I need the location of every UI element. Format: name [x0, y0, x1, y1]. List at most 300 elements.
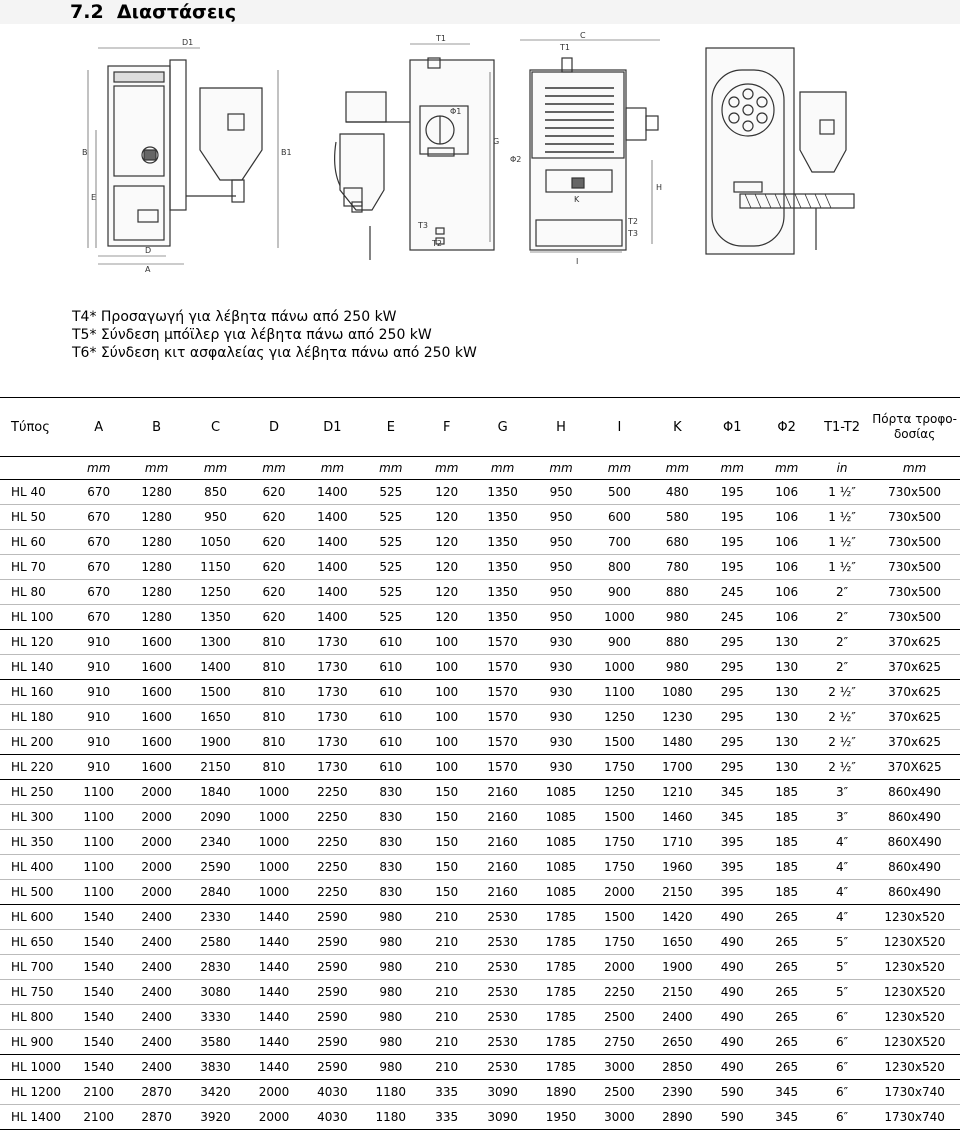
value-cell: 120: [420, 555, 473, 580]
model-cell: HL 400: [0, 855, 71, 880]
table-row: [0, 1005, 960, 1030]
value-cell: 980: [362, 930, 420, 955]
value-cell: 1230: [649, 705, 706, 730]
value-cell: 1085: [532, 780, 590, 805]
value-cell: 830: [362, 830, 420, 855]
value-cell: 265: [758, 980, 814, 1005]
table-body: [0, 480, 960, 1130]
value-cell: 2330: [186, 905, 244, 930]
value-cell: 195: [706, 555, 758, 580]
value-cell: 1600: [127, 755, 186, 780]
value-cell: 2160: [473, 830, 531, 855]
value-cell: 210: [420, 980, 473, 1005]
value-cell: 210: [420, 955, 473, 980]
value-cell: 210: [420, 930, 473, 955]
value-cell: 850: [186, 480, 244, 505]
value-cell: 2400: [127, 1005, 186, 1030]
model-cell: HL 500: [0, 880, 71, 905]
value-cell: 130: [758, 730, 814, 755]
value-cell: 2590: [303, 930, 361, 955]
value-cell: 2400: [127, 955, 186, 980]
value-cell: 1350: [186, 605, 244, 630]
model-cell: HL 140: [0, 655, 71, 680]
value-cell: 1 ½″: [815, 530, 869, 555]
value-cell: 910: [71, 705, 127, 730]
model-cell: HL 700: [0, 955, 71, 980]
model-cell: HL 100: [0, 605, 71, 630]
value-cell: 1540: [71, 1005, 127, 1030]
value-cell: 1085: [532, 805, 590, 830]
column-header: T1-T2: [815, 398, 869, 457]
value-cell: 2000: [127, 780, 186, 805]
value-cell: 185: [758, 880, 814, 905]
value-cell: 2400: [649, 1005, 706, 1030]
value-cell: 1280: [127, 580, 186, 605]
value-cell: 195: [706, 480, 758, 505]
value-cell: 1750: [590, 830, 648, 855]
value-cell: 130: [758, 680, 814, 705]
value-cell: 185: [758, 780, 814, 805]
value-cell: 2 ½″: [815, 705, 869, 730]
column-header: E: [362, 398, 420, 457]
dim-label-phi1: Φ1: [450, 107, 462, 116]
value-cell: 2400: [127, 980, 186, 1005]
column-header: Τύπος: [0, 398, 71, 457]
value-cell: 150: [420, 830, 473, 855]
value-cell: 1400: [303, 605, 361, 630]
value-cell: 1570: [473, 730, 531, 755]
unit-cell: mm: [362, 457, 420, 480]
value-cell: 525: [362, 580, 420, 605]
value-cell: 2″: [815, 580, 869, 605]
value-cell: 1785: [532, 930, 590, 955]
value-cell: 185: [758, 830, 814, 855]
value-cell: 620: [245, 505, 303, 530]
column-header: D: [245, 398, 303, 457]
column-header: H: [532, 398, 590, 457]
value-cell: 2250: [303, 880, 361, 905]
value-cell: 525: [362, 480, 420, 505]
drawing-front-view: [88, 48, 278, 264]
value-cell: 2590: [303, 1055, 361, 1080]
column-header: K: [649, 398, 706, 457]
table-row: [0, 580, 960, 605]
value-cell: 265: [758, 905, 814, 930]
value-cell: 1230x520: [869, 955, 960, 980]
value-cell: 1350: [473, 580, 531, 605]
value-cell: 610: [362, 705, 420, 730]
model-cell: HL 750: [0, 980, 71, 1005]
value-cell: 1785: [532, 1005, 590, 1030]
value-cell: 1540: [71, 930, 127, 955]
value-cell: 490: [706, 980, 758, 1005]
value-cell: 1540: [71, 980, 127, 1005]
value-cell: 3090: [473, 1105, 531, 1130]
value-cell: 2250: [303, 830, 361, 855]
value-cell: 295: [706, 730, 758, 755]
table-row: [0, 1030, 960, 1055]
value-cell: 1400: [303, 480, 361, 505]
value-cell: 2590: [303, 905, 361, 930]
value-cell: 620: [245, 530, 303, 555]
dim-label-H: H: [656, 183, 663, 192]
value-cell: 2500: [590, 1080, 648, 1105]
model-cell: HL 70: [0, 555, 71, 580]
value-cell: 1900: [649, 955, 706, 980]
value-cell: 1000: [245, 830, 303, 855]
value-cell: 2160: [473, 880, 531, 905]
table-row: [0, 930, 960, 955]
value-cell: 2590: [303, 955, 361, 980]
value-cell: 106: [758, 580, 814, 605]
unit-cell: mm: [71, 457, 127, 480]
unit-cell: mm: [127, 457, 186, 480]
value-cell: 490: [706, 955, 758, 980]
value-cell: 120: [420, 480, 473, 505]
value-cell: 5″: [815, 980, 869, 1005]
dimensions-table: [0, 397, 960, 1130]
value-cell: 1230X520: [869, 930, 960, 955]
page-title: [70, 0, 236, 24]
value-cell: 2000: [245, 1105, 303, 1130]
value-cell: 910: [71, 730, 127, 755]
boiler-dimension-drawings: [0, 30, 960, 280]
value-cell: 860x490: [869, 780, 960, 805]
value-cell: 830: [362, 855, 420, 880]
table-row: [0, 680, 960, 705]
value-cell: 670: [71, 505, 127, 530]
value-cell: 950: [532, 530, 590, 555]
value-cell: 106: [758, 555, 814, 580]
value-cell: 830: [362, 780, 420, 805]
value-cell: 2530: [473, 1030, 531, 1055]
value-cell: 100: [420, 705, 473, 730]
value-cell: 980: [362, 955, 420, 980]
model-cell: HL 900: [0, 1030, 71, 1055]
value-cell: 1210: [649, 780, 706, 805]
value-cell: 1730x740: [869, 1105, 960, 1130]
value-cell: 130: [758, 705, 814, 730]
value-cell: 370x625: [869, 630, 960, 655]
value-cell: 3000: [590, 1055, 648, 1080]
value-cell: 265: [758, 1005, 814, 1030]
value-cell: 3000: [590, 1105, 648, 1130]
value-cell: 1350: [473, 530, 531, 555]
value-cell: 950: [532, 480, 590, 505]
dim-label-T1-section: T1: [560, 43, 570, 52]
value-cell: 2150: [186, 755, 244, 780]
value-cell: 1950: [532, 1105, 590, 1130]
value-cell: 130: [758, 630, 814, 655]
value-cell: 480: [649, 480, 706, 505]
value-cell: 1280: [127, 555, 186, 580]
value-cell: 810: [245, 730, 303, 755]
value-cell: 1280: [127, 505, 186, 530]
table-row: [0, 1105, 960, 1130]
value-cell: 1785: [532, 905, 590, 930]
value-cell: 950: [532, 580, 590, 605]
value-cell: 1500: [590, 805, 648, 830]
column-header: D1: [303, 398, 361, 457]
table-row: [0, 880, 960, 905]
model-cell: HL 60: [0, 530, 71, 555]
value-cell: 1230x520: [869, 1055, 960, 1080]
value-cell: 395: [706, 880, 758, 905]
value-cell: 1730: [303, 630, 361, 655]
value-cell: 930: [532, 730, 590, 755]
value-cell: 2 ½″: [815, 680, 869, 705]
value-cell: 1710: [649, 830, 706, 855]
value-cell: 2750: [590, 1030, 648, 1055]
value-cell: 2650: [649, 1030, 706, 1055]
unit-cell: mm: [245, 457, 303, 480]
value-cell: 930: [532, 630, 590, 655]
value-cell: 1440: [245, 955, 303, 980]
value-cell: 195: [706, 530, 758, 555]
unit-cell: mm: [649, 457, 706, 480]
table-row: [0, 805, 960, 830]
unit-cell: mm: [758, 457, 814, 480]
value-cell: 1600: [127, 680, 186, 705]
value-cell: 2250: [303, 855, 361, 880]
value-cell: 2090: [186, 805, 244, 830]
dim-label-T3-section: T3: [628, 229, 638, 238]
value-cell: 980: [649, 605, 706, 630]
value-cell: 1440: [245, 1055, 303, 1080]
value-cell: 1570: [473, 630, 531, 655]
table-row: [0, 905, 960, 930]
dim-label-I: I: [576, 257, 579, 266]
value-cell: 2530: [473, 1005, 531, 1030]
value-cell: 106: [758, 505, 814, 530]
unit-cell: in: [815, 457, 869, 480]
table-row: [0, 480, 960, 505]
value-cell: 1570: [473, 655, 531, 680]
value-cell: 100: [420, 680, 473, 705]
table-row: [0, 980, 960, 1005]
model-cell: HL 250: [0, 780, 71, 805]
value-cell: 2″: [815, 655, 869, 680]
value-cell: 3″: [815, 805, 869, 830]
value-cell: 1150: [186, 555, 244, 580]
value-cell: 150: [420, 880, 473, 905]
value-cell: 106: [758, 605, 814, 630]
value-cell: 730x500: [869, 580, 960, 605]
value-cell: 370x625: [869, 705, 960, 730]
drawing-top-view: [706, 48, 854, 254]
value-cell: 1085: [532, 855, 590, 880]
unit-cell: mm: [869, 457, 960, 480]
dim-label-K: K: [574, 195, 580, 204]
value-cell: 600: [590, 505, 648, 530]
value-cell: 1000: [245, 780, 303, 805]
value-cell: 5″: [815, 955, 869, 980]
value-cell: 2″: [815, 630, 869, 655]
value-cell: 6″: [815, 1080, 869, 1105]
value-cell: 700: [590, 530, 648, 555]
value-cell: 1600: [127, 730, 186, 755]
value-cell: 1480: [649, 730, 706, 755]
value-cell: 1300: [186, 630, 244, 655]
value-cell: 680: [649, 530, 706, 555]
value-cell: 370x625: [869, 655, 960, 680]
value-cell: 980: [649, 655, 706, 680]
value-cell: 2250: [303, 805, 361, 830]
value-cell: 1400: [186, 655, 244, 680]
value-cell: 1100: [71, 830, 127, 855]
value-cell: 2340: [186, 830, 244, 855]
value-cell: 910: [71, 630, 127, 655]
value-cell: 2000: [127, 880, 186, 905]
value-cell: 1000: [245, 855, 303, 880]
value-cell: 730x500: [869, 605, 960, 630]
table-row: [0, 530, 960, 555]
value-cell: 1230X520: [869, 1030, 960, 1055]
value-cell: 880: [649, 630, 706, 655]
model-cell: HL 160: [0, 680, 71, 705]
value-cell: 860x490: [869, 805, 960, 830]
table-row: [0, 705, 960, 730]
value-cell: 620: [245, 555, 303, 580]
value-cell: 980: [362, 1030, 420, 1055]
value-cell: 120: [420, 580, 473, 605]
unit-cell: mm: [590, 457, 648, 480]
value-cell: 210: [420, 1030, 473, 1055]
table-row: [0, 755, 960, 780]
model-cell: HL 220: [0, 755, 71, 780]
table-row: [0, 830, 960, 855]
value-cell: 670: [71, 555, 127, 580]
footnotes: [72, 308, 477, 362]
value-cell: 265: [758, 1055, 814, 1080]
value-cell: 490: [706, 930, 758, 955]
value-cell: 6″: [815, 1005, 869, 1030]
value-cell: 620: [245, 605, 303, 630]
value-cell: 930: [532, 680, 590, 705]
model-cell: HL 1400: [0, 1105, 71, 1130]
value-cell: 1085: [532, 830, 590, 855]
value-cell: 950: [532, 555, 590, 580]
value-cell: 2590: [186, 855, 244, 880]
value-cell: 3330: [186, 1005, 244, 1030]
value-cell: 670: [71, 605, 127, 630]
value-cell: 1100: [590, 680, 648, 705]
value-cell: 1350: [473, 505, 531, 530]
value-cell: 100: [420, 630, 473, 655]
value-cell: 2400: [127, 905, 186, 930]
value-cell: 860X490: [869, 830, 960, 855]
value-cell: 810: [245, 705, 303, 730]
value-cell: 1785: [532, 955, 590, 980]
value-cell: 4″: [815, 880, 869, 905]
value-cell: 1540: [71, 955, 127, 980]
value-cell: 2830: [186, 955, 244, 980]
value-cell: 2870: [127, 1080, 186, 1105]
value-cell: 295: [706, 755, 758, 780]
value-cell: 1250: [186, 580, 244, 605]
value-cell: 670: [71, 480, 127, 505]
column-header: B: [127, 398, 186, 457]
value-cell: 245: [706, 605, 758, 630]
value-cell: 2100: [71, 1080, 127, 1105]
value-cell: 930: [532, 655, 590, 680]
value-cell: 910: [71, 755, 127, 780]
value-cell: 2000: [127, 830, 186, 855]
value-cell: 730x500: [869, 480, 960, 505]
value-cell: 106: [758, 530, 814, 555]
value-cell: 1230x520: [869, 905, 960, 930]
value-cell: 590: [706, 1080, 758, 1105]
table-row: [0, 630, 960, 655]
dim-label-E: E: [91, 193, 97, 202]
dim-label-B1: B1: [281, 148, 292, 157]
value-cell: 810: [245, 655, 303, 680]
value-cell: 265: [758, 930, 814, 955]
value-cell: 1180: [362, 1105, 420, 1130]
value-cell: 490: [706, 1030, 758, 1055]
value-cell: 185: [758, 855, 814, 880]
value-cell: 1000: [245, 880, 303, 905]
value-cell: 1730: [303, 705, 361, 730]
value-cell: 2590: [303, 1005, 361, 1030]
value-cell: 120: [420, 605, 473, 630]
value-cell: 930: [532, 705, 590, 730]
value-cell: 100: [420, 755, 473, 780]
value-cell: 1900: [186, 730, 244, 755]
unit-cell: mm: [706, 457, 758, 480]
value-cell: 3080: [186, 980, 244, 1005]
value-cell: 3090: [473, 1080, 531, 1105]
model-cell: HL 50: [0, 505, 71, 530]
table-row: [0, 505, 960, 530]
value-cell: 4″: [815, 855, 869, 880]
value-cell: 810: [245, 630, 303, 655]
model-cell: HL 600: [0, 905, 71, 930]
value-cell: 2 ½″: [815, 755, 869, 780]
value-cell: 1230X520: [869, 980, 960, 1005]
table-units-row: [0, 457, 960, 480]
value-cell: 1750: [590, 930, 648, 955]
value-cell: 950: [532, 505, 590, 530]
dim-label-G: G: [493, 137, 500, 146]
value-cell: 3920: [186, 1105, 244, 1130]
column-header: G: [473, 398, 531, 457]
value-cell: 4030: [303, 1105, 361, 1130]
value-cell: 610: [362, 680, 420, 705]
table-row: [0, 730, 960, 755]
value-cell: 345: [706, 780, 758, 805]
value-cell: 2000: [127, 855, 186, 880]
value-cell: 2250: [590, 980, 648, 1005]
value-cell: 670: [71, 530, 127, 555]
value-cell: 2390: [649, 1080, 706, 1105]
dim-label-C: C: [580, 31, 586, 40]
value-cell: 1 ½″: [815, 505, 869, 530]
value-cell: 295: [706, 680, 758, 705]
table-row: [0, 955, 960, 980]
value-cell: 1650: [649, 930, 706, 955]
value-cell: 2000: [245, 1080, 303, 1105]
value-cell: 1280: [127, 605, 186, 630]
value-cell: 2160: [473, 780, 531, 805]
value-cell: 100: [420, 730, 473, 755]
dim-label-A: A: [145, 265, 151, 274]
value-cell: 525: [362, 605, 420, 630]
value-cell: 1500: [186, 680, 244, 705]
model-cell: HL 300: [0, 805, 71, 830]
value-cell: 1440: [245, 980, 303, 1005]
section-number: 7.2: [70, 1, 104, 23]
